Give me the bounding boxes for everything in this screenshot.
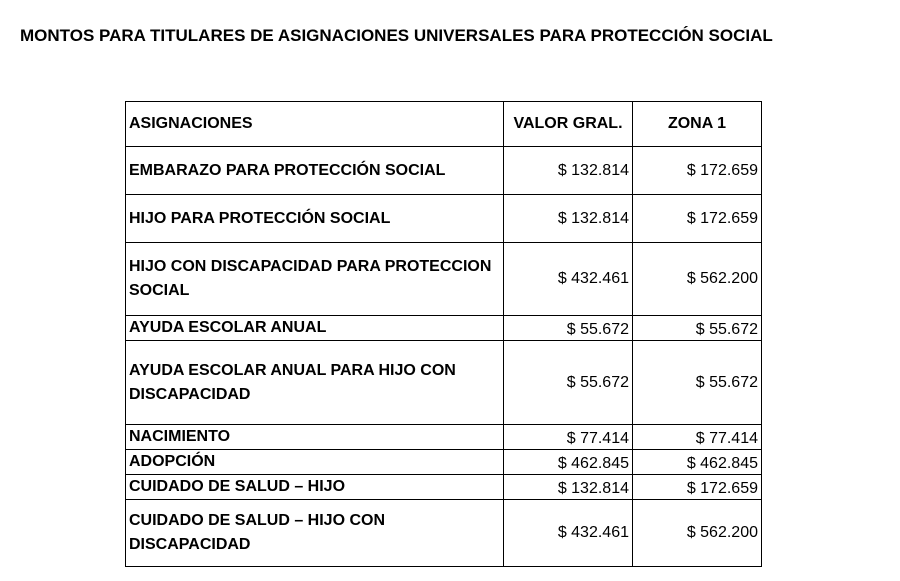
table-row [126, 475, 762, 500]
header-zona-1: ZONA 1 [633, 102, 762, 147]
table-row [126, 450, 762, 475]
header-asignaciones: ASIGNACIONES [126, 102, 504, 147]
row-name: HIJO CON DISCAPACIDAD PARA PROTECCION SOCIAL [126, 243, 504, 316]
row-zona-1: $ 562.200 [633, 500, 762, 567]
table-row [126, 147, 762, 195]
row-name: HIJO PARA PROTECCIÓN SOCIAL [126, 195, 504, 243]
row-zona-1: $ 462.845 [633, 450, 762, 475]
row-name: AYUDA ESCOLAR ANUAL [126, 316, 504, 341]
allowances-table [125, 101, 762, 567]
row-name: ADOPCIÓN [126, 450, 504, 475]
row-name: AYUDA ESCOLAR ANUAL PARA HIJO CON DISCAPACIDAD [126, 341, 504, 425]
row-valor-gral: $ 132.814 [504, 195, 633, 243]
row-zona-1: $ 172.659 [633, 195, 762, 243]
table-row [126, 425, 762, 450]
row-name: NACIMIENTO [126, 425, 504, 450]
row-zona-1: $ 55.672 [633, 316, 762, 341]
row-valor-gral: $ 132.814 [504, 475, 633, 500]
table-row [126, 341, 762, 425]
row-valor-gral: $ 55.672 [504, 341, 633, 425]
row-name: CUIDADO DE SALUD – HIJO [126, 475, 504, 500]
row-zona-1: $ 172.659 [633, 475, 762, 500]
table-row [126, 500, 762, 567]
table-header-row [126, 102, 762, 147]
row-zona-1: $ 77.414 [633, 425, 762, 450]
row-valor-gral: $ 77.414 [504, 425, 633, 450]
row-valor-gral: $ 432.461 [504, 500, 633, 567]
row-name: CUIDADO DE SALUD – HIJO CON DISCAPACIDAD [126, 500, 504, 567]
document-title: MONTOS PARA TITULARES DE ASIGNACIONES UNIVERSALES PARA PROTECCIÓN SOCIAL [20, 26, 773, 45]
row-valor-gral: $ 462.845 [504, 450, 633, 475]
row-zona-1: $ 562.200 [633, 243, 762, 316]
row-zona-1: $ 172.659 [633, 147, 762, 195]
table-row [126, 316, 762, 341]
row-valor-gral: $ 55.672 [504, 316, 633, 341]
table-row [126, 195, 762, 243]
table-row [126, 243, 762, 316]
row-zona-1: $ 55.672 [633, 341, 762, 425]
row-valor-gral: $ 432.461 [504, 243, 633, 316]
row-valor-gral: $ 132.814 [504, 147, 633, 195]
header-valor-gral: VALOR GRAL. [504, 102, 633, 147]
row-name: EMBARAZO PARA PROTECCIÓN SOCIAL [126, 147, 504, 195]
